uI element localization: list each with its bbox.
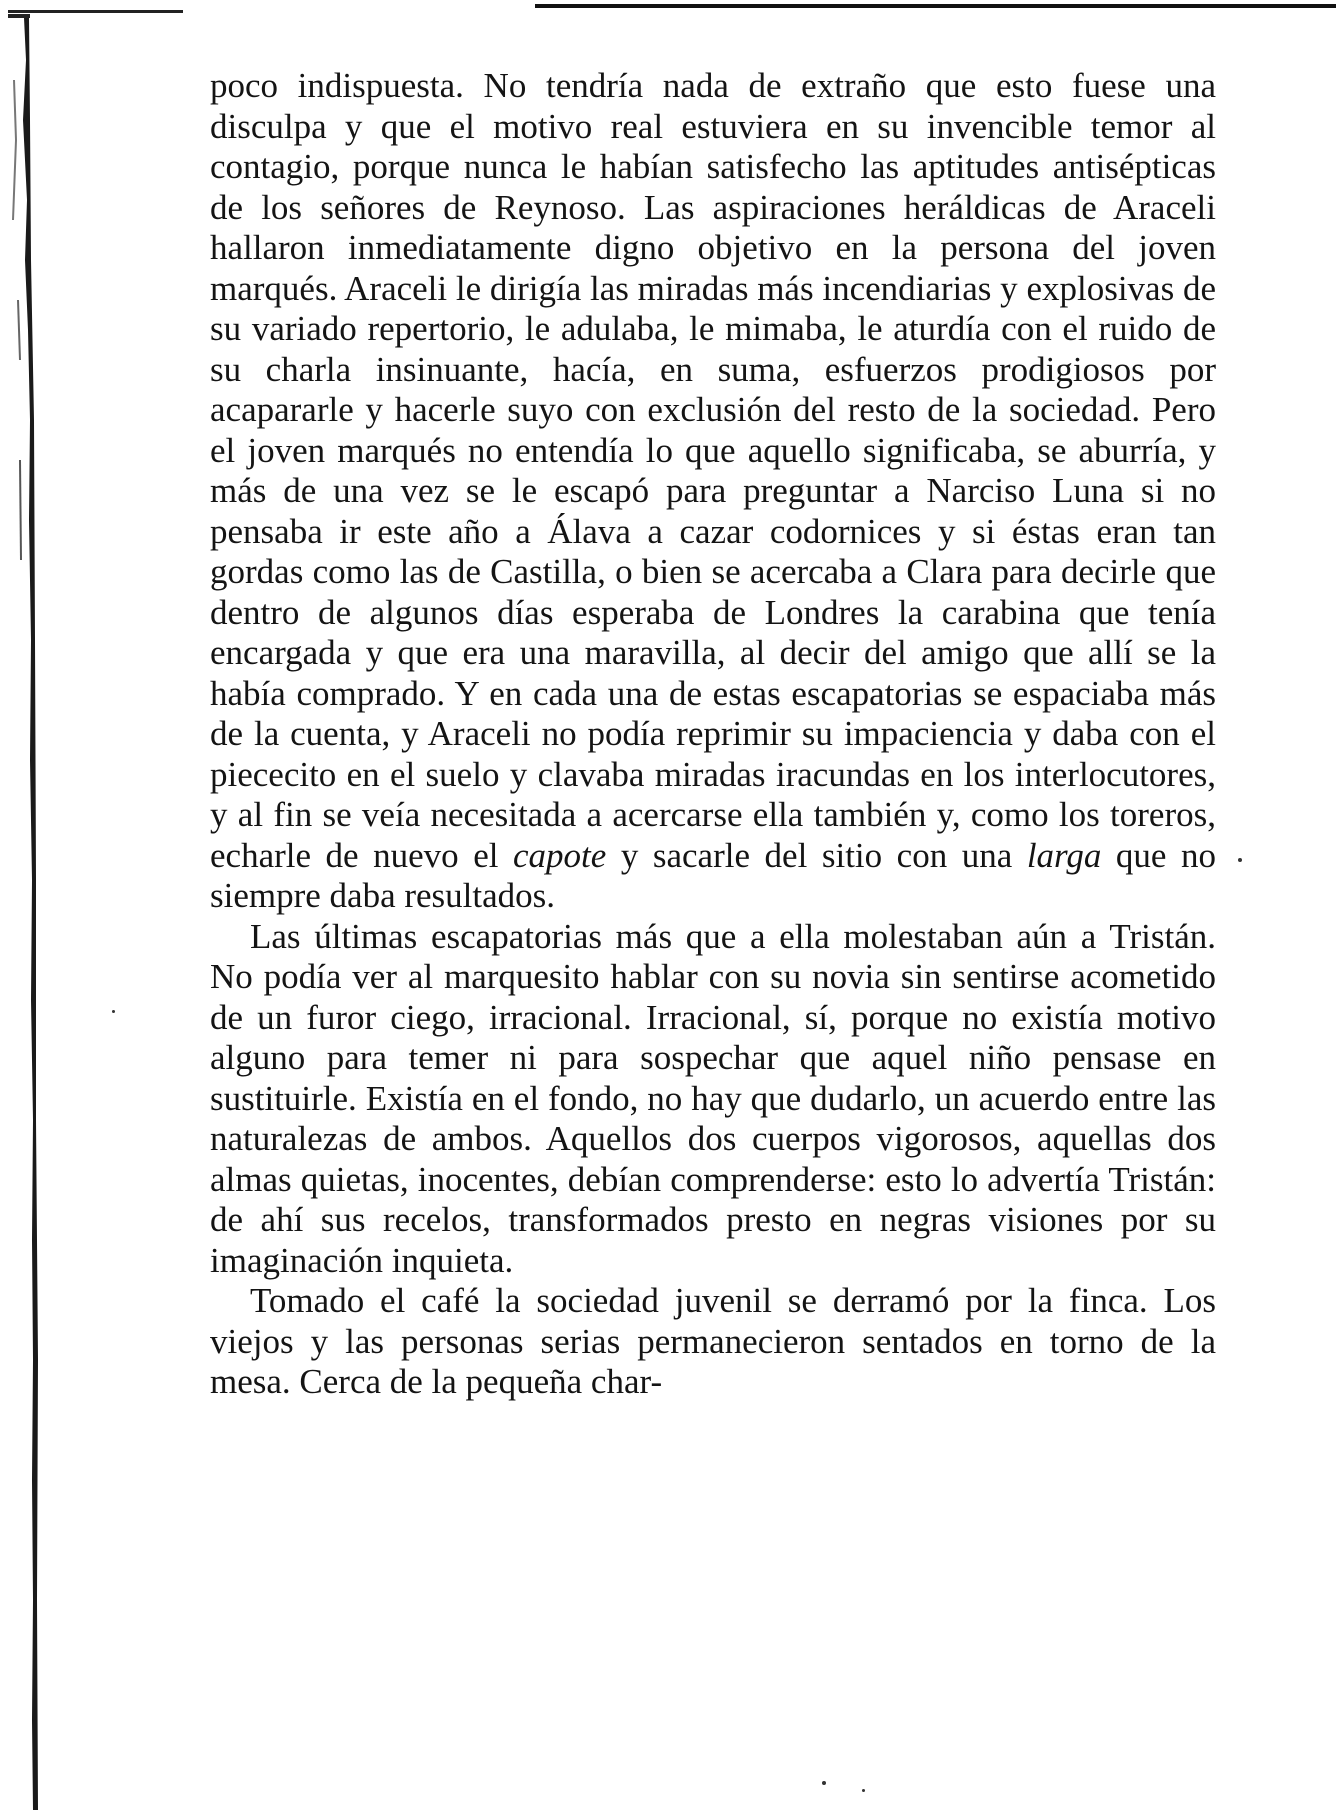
text-run: que no siempre daba resultados. [210,835,1216,915]
paragraph-3 [210,1281,1216,1403]
ink-speck [862,1789,865,1792]
scanned-binding-edge [0,0,40,1810]
page-text-body [210,66,1216,1403]
ink-speck [822,1781,826,1785]
top-rule-left [8,10,183,13]
italic-term: larga [1026,835,1102,875]
paragraph-1 [210,66,1216,917]
ink-speck [1238,858,1242,862]
text-run: Tomado el café la sociedad juvenil se derramó por la finca. Los viejos y las personas serias permanecieron sentados en torno de la mesa. Cerca de la pequeña char- [210,1281,1216,1401]
text-run: poco indispuesta. No tendría nada de extraño que esto fuese una disculpa y que el motivo real estuviera en su invencible temor al contagio, porque nunca le habían satisfecho las aptitudes antisépticas de los señores de Reynoso. Las aspiraciones heráldicas de Araceli hallaron inmediatamente digno objetivo en la persona del joven marqués. Araceli le dirigía las miradas más incendiarias y explosivas de su variado repertorio, le adulaba, le mimaba, le aturdía con el ruido de su charla insinuante, hacía, en suma, esfuerzos prodigiosos por acapararle y hacerle suyo con exclusión del resto de la sociedad. Pero el joven marqués no entendía lo que aquello significaba, se aburría, y más de una vez se le escapó para preguntar a Narciso Luna si no pensaba ir este año a Álava a cazar codornices y si éstas eran tan gordas como las de Castilla, o bien se acercaba a Clara para decirle que dentro de algunos días esperaba de Londres la carabina que tenía encargada y que era una maravilla, al decir del amigo que allí se la había comprado. Y en cada una de estas escapatorias se espaciaba más de la cuenta, y Araceli no podía reprimir su impaciencia y daba con el piececito en el suelo y clavaba miradas iracundas en los interlocutores, y al fin se veía necesitada a acercarse ella también y, como los toreros, echarle de nuevo el [210,66,1216,875]
paragraph-2 [210,917,1216,1282]
top-rule-right [535,4,1336,8]
text-run: Las últimas escapatorias más que a ella molestaban aún a Tristán. No podía ver al marquesito hablar con su novia sin sentirse acometido de un furor ciego, irracional. Irracional, sí, porque no existía motivo alguno para temer ni para sospechar que aquel niño pensase en sustituirle. Existía en el fondo, no hay que dudarlo, un acuerdo entre las naturalezas de ambos. Aquellos dos cuerpos vigorosos, aquellas dos almas quietas, inocentes, debían comprenderse: esto lo advertía Tristán: de ahí sus recelos, transformados presto en negras visiones por su imaginación inquieta. [210,916,1216,1280]
italic-term: capote [513,835,607,875]
text-run: y sacarle del sitio con una [606,835,1027,875]
ink-speck [112,1010,115,1013]
